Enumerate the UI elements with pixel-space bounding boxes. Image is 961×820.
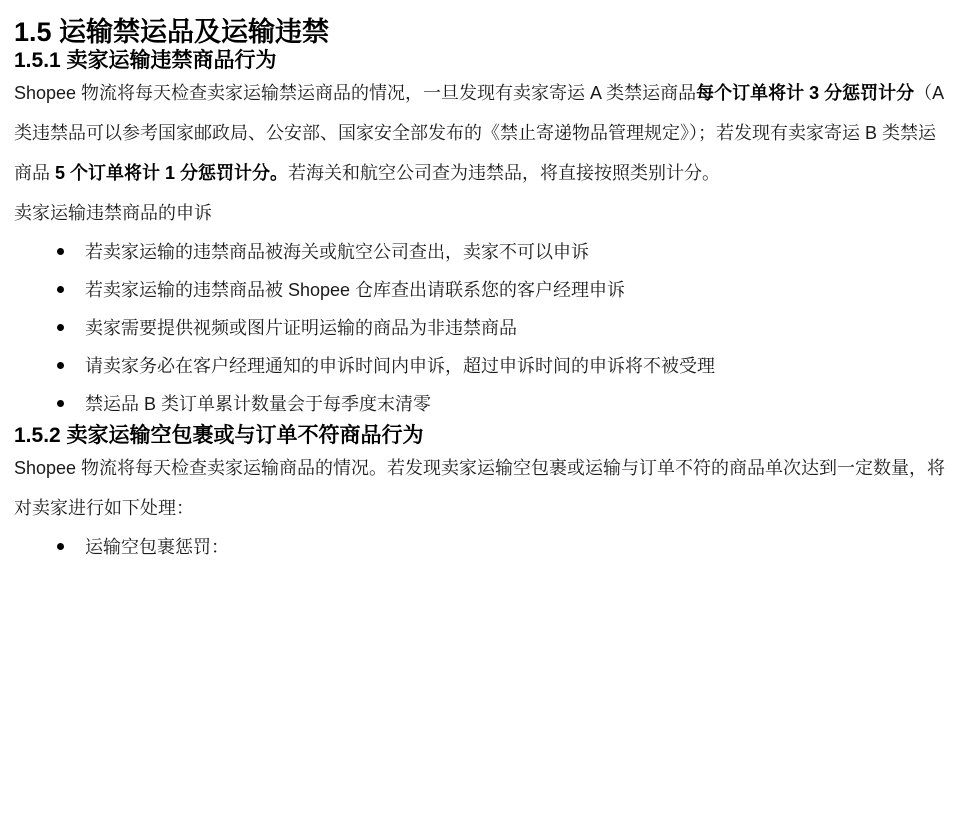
list-item: 运输空包裹惩罚： bbox=[14, 528, 947, 566]
subsection-heading-1-5-2: 1.5.2 卖家运输空包裹或与订单不符商品行为 bbox=[14, 424, 424, 447]
list-item: 若卖家运输的违禁商品被海关或航空公司查出，卖家不可以申诉 bbox=[14, 233, 947, 271]
list-item: 若卖家运输的违禁商品被 Shopee 仓库查出请联系您的客户经理申诉 bbox=[14, 271, 947, 309]
list-item: 卖家需要提供视频或图片证明运输的商品为非违禁商品 bbox=[14, 309, 947, 347]
section-heading-1-5: 1.5 运输禁运品及运输违禁 bbox=[14, 17, 330, 47]
paragraph-empty-parcel-policy: Shopee 物流将每天检查卖家运输商品的情况。若发现卖家运输空包裹或运输与订单不符的商品单次达到一定数量，将对卖家进行如下处理： bbox=[14, 458, 946, 518]
empty-parcel-list bbox=[14, 528, 947, 566]
paragraph-segment-bold-penalty-b: 5 个订单将计 1 分惩罚计分。 bbox=[55, 163, 289, 183]
appeal-intro-line: 卖家运输违禁商品的申诉 bbox=[14, 203, 212, 223]
list-item: 禁运品 B 类订单累计数量会于每季度末清零 bbox=[14, 385, 947, 423]
paragraph-violation-policy bbox=[14, 73, 947, 193]
paragraph-segment-bold-penalty-a: 每个订单将计 3 分惩罚计分 bbox=[696, 83, 915, 103]
appeal-rules-list bbox=[14, 233, 947, 423]
paragraph-segment: 若海关和航空公司查为违禁品，将直接按照类别计分。 bbox=[288, 163, 721, 183]
list-item: 请卖家务必在客户经理通知的申诉时间内申诉，超过申诉时间的申诉将不被受理 bbox=[14, 347, 947, 385]
paragraph-segment: （A 类违禁品可以参考国家邮政局、公安部、国家安全部发布的《禁止寄递物品管理规定》）；若发现有卖家寄运 B 类禁运商品 bbox=[14, 83, 944, 183]
subsection-heading-1-5-1: 1.5.1 卖家运输违禁商品行为 bbox=[14, 49, 277, 72]
paragraph-segment: Shopee 物流将每天检查卖家运输禁运商品的情况，一旦发现有卖家寄运 A 类禁运商品 bbox=[14, 83, 697, 103]
